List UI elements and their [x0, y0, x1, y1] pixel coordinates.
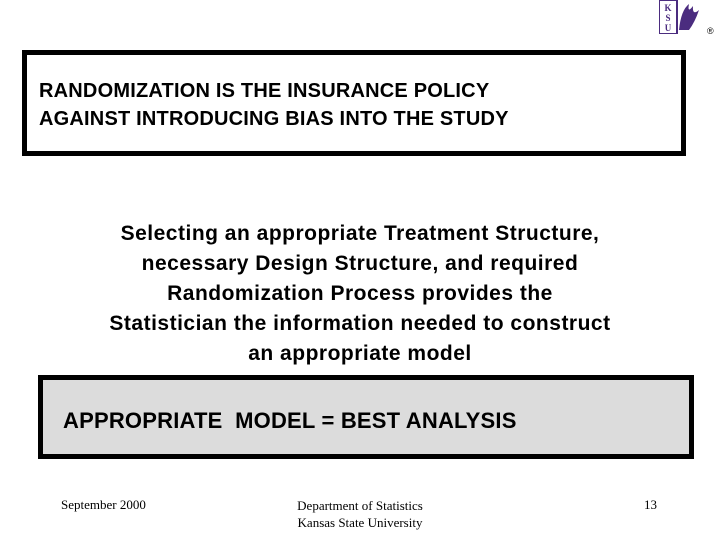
body-text: Selecting an appropriate Treatment Structure, necessary Design Structure, and required Randomization Process provides the Statistician the information needed to construct an appropriate model — [109, 222, 611, 365]
page-number: 13 — [644, 497, 657, 512]
headline-box — [22, 50, 686, 156]
conclusion-text: APPROPRIATE MODEL = BEST ANALYSIS — [63, 408, 517, 433]
headline-text: RANDOMIZATION IS THE INSURANCE POLICY AGAINST INTRODUCING BIAS INTO THE STUDY — [39, 80, 509, 130]
svg-text:S: S — [665, 13, 671, 23]
footer-department: Department of Statistics — [297, 498, 423, 513]
svg-text:U: U — [664, 23, 672, 33]
footer-date: September 2000 — [61, 497, 146, 512]
ksu-wildcat-logo-icon — [659, 0, 699, 34]
footer-affiliation — [260, 497, 460, 531]
registered-mark: ® — [707, 26, 714, 36]
footer-university: Kansas State University — [297, 515, 423, 530]
svg-text:K: K — [664, 3, 672, 13]
ksu-logo — [659, 0, 699, 34]
conclusion-box — [38, 375, 694, 459]
